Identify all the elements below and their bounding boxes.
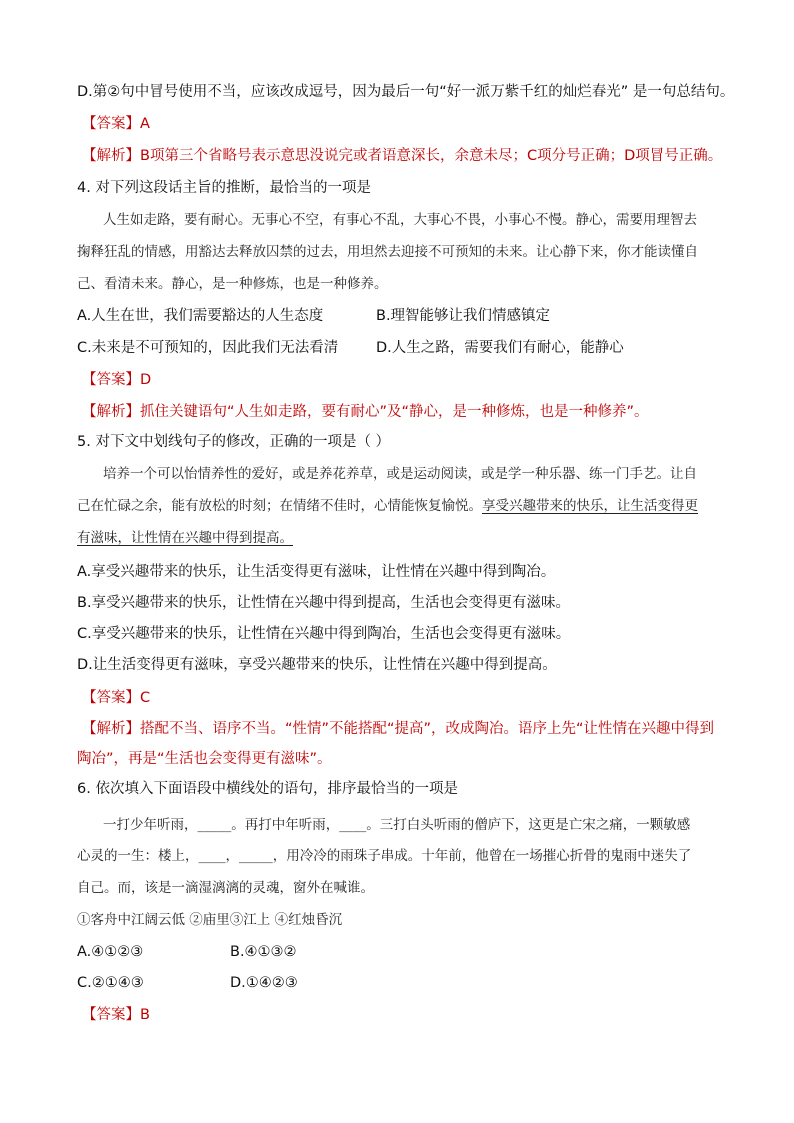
q5-passage-line: 培养一个可以怡情养性的爱好，或是养花养草，或是运动阅读，或是学一种乐器、练一门手艺。让自	[103, 466, 697, 482]
q5-option-b: B.享受兴趣带来的快乐，让性情在兴趣中得到提高，生活也会变得更有滋味。	[77, 595, 571, 611]
q6-answer	[82, 1005, 150, 1025]
underlined-sentence: 有滋味，让性情在兴趣中得到提高。	[77, 530, 293, 546]
q6-option-d: D.①④②③	[230, 975, 298, 991]
q6-option-b: B.④①③②	[230, 944, 297, 960]
passage-plain: 己在忙碌之余，能有放松的时刻；在情绪不佳时，心情能恢复愉悦。	[77, 498, 482, 514]
answer-tag: 【答案】	[82, 1007, 140, 1023]
q4-analysis	[82, 402, 649, 422]
q5-passage-line	[77, 496, 698, 516]
underlined-sentence: 享受兴趣带来的快乐，让生活变得更	[482, 498, 698, 514]
q3-answer	[82, 114, 150, 134]
analysis-tag: 【解析】	[82, 721, 140, 737]
q4-option-b: B.理智能够让我们情感镇定	[376, 308, 551, 324]
answer-tag: 【答案】	[82, 116, 140, 132]
q4-passage-line: 人生如走路，要有耐心。无事心不空，有事心不乱，大事心不畏，小事心不慢。静心，需要用理智去	[103, 212, 697, 228]
analysis-tag: 【解析】	[82, 148, 140, 164]
q6-stem: 6. 依次填入下面语段中横线处的语句，排序最恰当的一项是	[77, 781, 458, 797]
q5-analysis-cont: 陶冶”，再是“生活也会变得更有滋味”。	[77, 751, 332, 767]
q4-option-c: C.未来是不可预知的，因此我们无法看清	[77, 340, 339, 356]
q4-option-d: D.人生之路，需要我们有耐心，能静心	[376, 340, 624, 356]
analysis-text: 抓住关键语句“人生如走路，要有耐心”及“静心，是一种修炼，也是一种修养”。	[140, 404, 649, 420]
analysis-text: B项第三个省略号表示意思没说完或者语意深长，余意未尽；C项分号正确；D项冒号正确。	[140, 148, 723, 164]
q6-passage-line: 心灵的一生：楼上，____，_____，用冷冷的雨珠子串成。十年前，他曾在一场摧心折骨的鬼雨中迷失了	[77, 848, 692, 864]
q6-passage-line: 自己。而，该是一滴湿漓漓的灵魂，窗外在喊谁。	[77, 880, 374, 896]
q6-passage-line: 一打少年听雨，_____。再打中年听雨，____。三打白头听雨的僧庐下，这更是亡宋之痛，一颗敏感	[103, 817, 691, 833]
q5-analysis	[82, 719, 714, 739]
answer-value: A	[140, 116, 150, 132]
answer-value: B	[140, 1007, 150, 1023]
q4-passage-line: 掬释狂乱的情感，用豁达去释放囚禁的过去，用坦然去迎接不可预知的未来。让心静下来，你才能读懂自	[77, 244, 698, 260]
q5-stem: 5. 对下文中划线句子的修改，正确的一项是（ ）	[77, 434, 391, 450]
q6-option-c: C.②①④③	[77, 975, 144, 991]
analysis-tag: 【解析】	[82, 404, 140, 420]
q6-items: ①客舟中江阔云低 ②庙里③江上 ④红烛昏沉	[77, 912, 343, 928]
q3-analysis	[82, 146, 722, 166]
answer-value: D	[140, 372, 152, 388]
q5-option-a: A.享受兴趣带来的快乐，让生活变得更有滋味，让性情在兴趣中得到陶冶。	[77, 564, 556, 580]
answer-tag: 【答案】	[82, 690, 140, 706]
q5-passage-line	[77, 528, 293, 548]
q3-option-d: D.第②句中冒号使用不当，应该改成逗号，因为最后一句“好一派万紫千红的灿烂春光” 是一句总结句。	[77, 84, 735, 100]
q5-option-c: C.享受兴趣带来的快乐，让性情在兴趣中得到陶冶，生活也会变得更有滋味。	[77, 626, 571, 642]
q4-option-a: A.人生在世，我们需要豁达的人生态度	[77, 308, 324, 324]
answer-tag: 【答案】	[82, 372, 140, 388]
q4-passage-line: 己、看清未来。静心，是一种修炼，也是一种修养。	[77, 276, 388, 292]
q6-option-a: A.④①②③	[77, 944, 144, 960]
q4-stem: 4. 对下列这段话主旨的推断，最恰当的一项是	[77, 180, 371, 196]
q4-answer	[82, 370, 151, 390]
q5-option-d: D.让生活变得更有滋味，享受兴趣带来的快乐，让性情在兴趣中得到提高。	[77, 657, 557, 673]
analysis-text: 搭配不当、语序不当。“性情”不能搭配“提高”，改成陶冶。语序上先“让性情在兴趣中得到	[140, 721, 715, 737]
answer-value: C	[140, 690, 151, 706]
q5-answer	[82, 688, 150, 708]
